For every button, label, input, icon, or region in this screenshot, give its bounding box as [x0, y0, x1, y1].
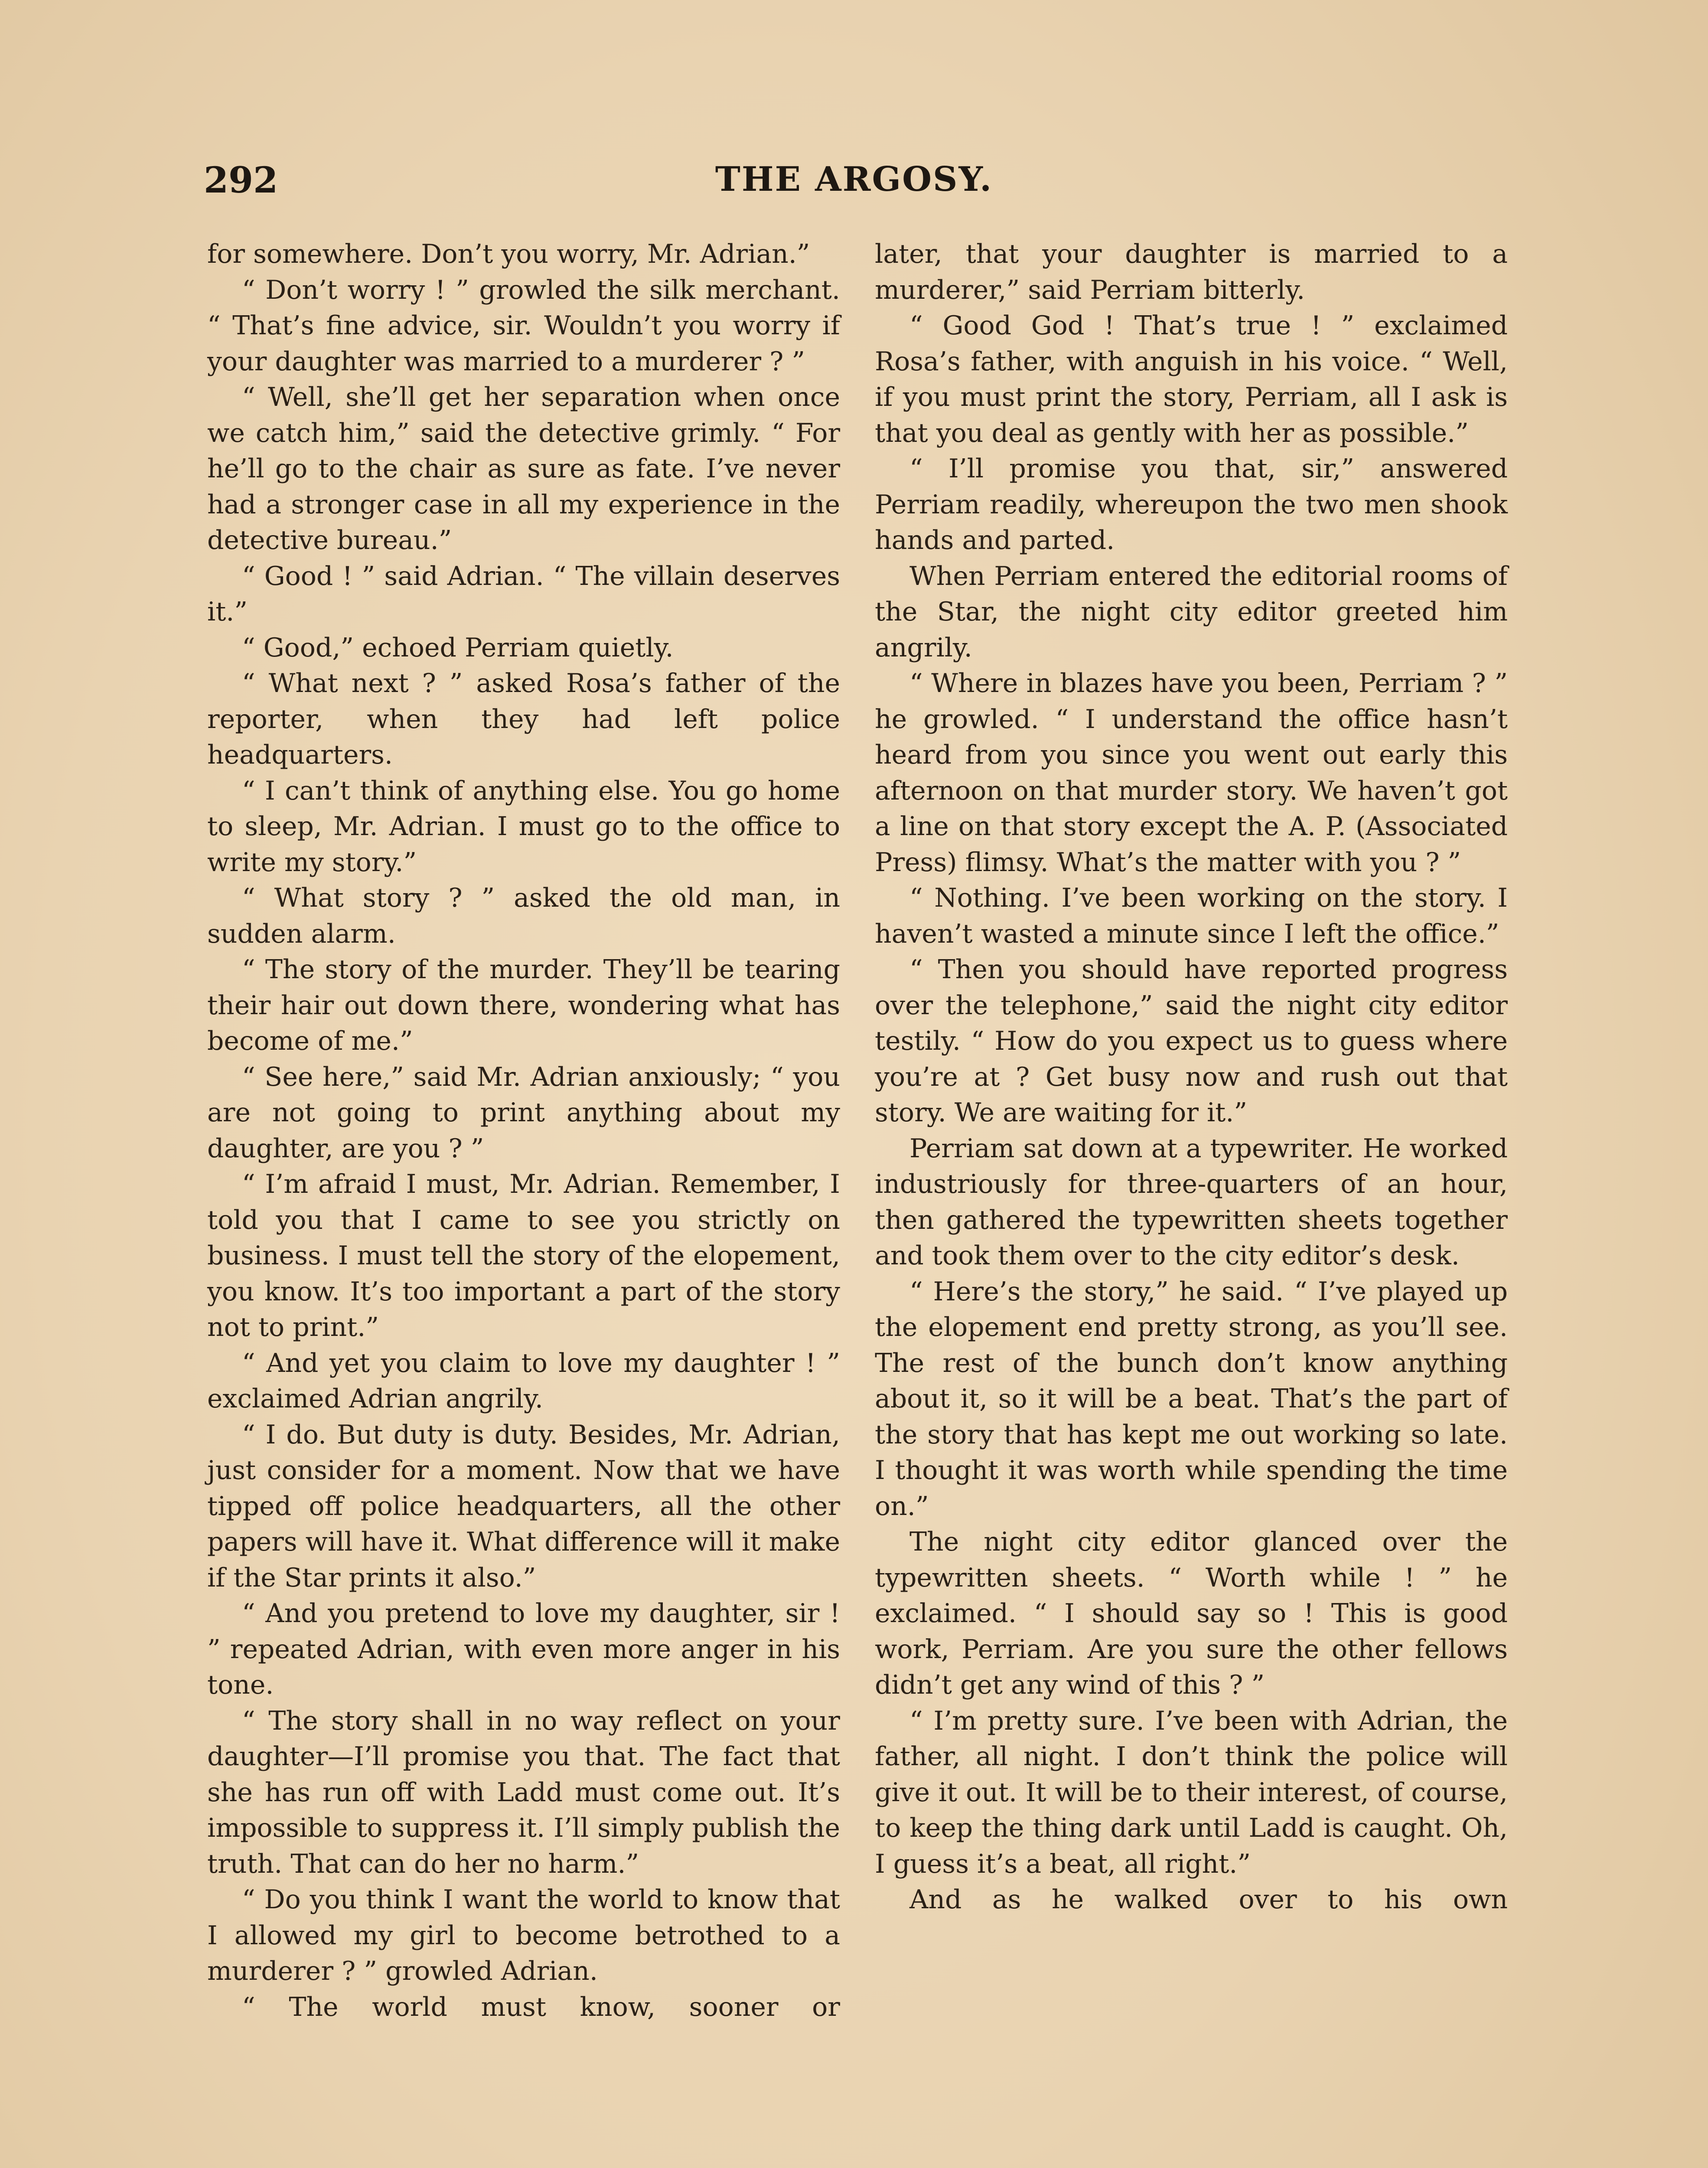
paragraph: And as he walked over to his own	[909, 1884, 1508, 1915]
paragraph: “ Don’t worry ! ” growled the silk merchant. “ That’s fine advice, sir. Wouldn’t you worry if your daughter was married to a murderer ? ”	[207, 274, 840, 377]
paragraph: for somewhere. Don’t you worry, Mr. Adrian.”	[207, 239, 810, 269]
paragraph: “ The story shall in no way reflect on your daughter—I’ll promise you that. The fact that she has run off with Ladd must come out. It’s impossible to suppress it. I’ll simply publish the truth. That can do her no harm.”	[207, 1705, 840, 1879]
paragraph: “ What next ? ” asked Rosa’s father of the reporter, when they had left police headquarters.	[207, 668, 840, 770]
paragraph: “ I can’t think of anything else. You go home to sleep, Mr. Adrian. I must go to the office to write my story.”	[207, 775, 840, 878]
running-title: THE ARGOSY.	[715, 160, 993, 199]
paragraph: “ What story ? ” asked the old man, in sudden alarm.	[207, 883, 840, 949]
paragraph: Perriam sat down at a typewriter. He worked industriously for three-quarters of an hour, then gathered the typewritten sheets together and took them over to the city editor’s desk.	[875, 1133, 1508, 1271]
paragraph: The night city editor glanced over the typewritten sheets. “ Worth while ! ” he exclaimed. “ I should say so ! This is good work, Perriam. Are you sure the other fellows didn’t get any wind of this ? ”	[875, 1527, 1508, 1700]
paragraph: “ Good ! ” said Adrian. “ The villain deserves it.”	[207, 561, 840, 627]
paragraph: “ Nothing. I’ve been working on the story. I haven’t wasted a minute since I left the office.”	[875, 883, 1508, 949]
page-number: 292	[204, 160, 278, 201]
paragraph: “ See here,” said Mr. Adrian anxiously; “ you are not going to print anything about my daughter, are you ? ”	[207, 1061, 840, 1164]
paragraph: later, that your daughter is married to a murderer,” said Perriam bitterly.	[875, 239, 1508, 305]
paragraph: “ The story of the murder. They’ll be tearing their hair out down there, wondering what has become of me.”	[207, 954, 840, 1056]
paragraph: When Perriam entered the editorial rooms of the Star, the night city editor greeted him angrily.	[875, 561, 1508, 663]
paragraph: “ Well, she’ll get her separation when once we catch him,” said the detective grimly. “ For he’ll go to the chair as sure as fate. I’ve never had a stronger case in all my experience in the detective bureau.”	[207, 382, 840, 555]
paragraph: “ Where in blazes have you been, Perriam ? ” he growled. “ I understand the office hasn’t heard from you since you went out early this afternoon on that murder story. We haven’t got a line on that story except the A. P. (Associated Press) flimsy. What’s the matter with you ? ”	[875, 668, 1508, 878]
paragraph: “ And you pretend to love my daughter, sir ! ” repeated Adrian, with even more anger in his tone.	[207, 1598, 840, 1700]
paragraph: “ Good God ! That’s true ! ” exclaimed Rosa’s father, with anguish in his voice. “ Well, if you must print the story, Perriam, all I ask is that you deal as gently with her as possible.”	[875, 310, 1508, 448]
left-column	[207, 236, 840, 2025]
paragraph: “ Good,” echoed Perriam quietly.	[242, 632, 674, 663]
paragraph: “ Then you should have reported progress over the telephone,” said the night city editor testily. “ How do you expect us to guess where you’re at ? Get busy now and rush out that story. We are waiting for it.”	[875, 954, 1508, 1128]
paragraph: “ Here’s the story,” he said. “ I’ve played up the elopement end pretty strong, as you’ll see. The rest of the bunch don’t know anything about it, so it will be a beat. That’s the part of the story that has kept me out working so late. I thought it was worth while spending the time on.”	[875, 1276, 1508, 1522]
paragraph: “ The world must know, sooner or	[242, 1992, 840, 2022]
right-column	[875, 236, 1508, 1918]
paragraph: “ Do you think I want the world to know that I allowed my girl to become betrothed to a murderer ? ” growled Adrian.	[207, 1884, 840, 1986]
paragraph: “ I’ll promise you that, sir,” answered Perriam readily, whereupon the two men shook hands and parted.	[875, 454, 1508, 555]
paragraph: “ I do. But duty is duty. Besides, Mr. Adrian, just consider for a moment. Now that we have tipped off police headquarters, all the other papers will have it. What difference will it make if the Star prints it also.”	[207, 1419, 840, 1593]
paragraph: “ I’m pretty sure. I’ve been with Adrian, the father, all night. I don’t think the police will give it out. It will be to their interest, of course, to keep the thing dark until Ladd is caught. Oh, I guess it’s a beat, all right.”	[875, 1705, 1508, 1879]
paragraph: “ And yet you claim to love my daughter ! ” exclaimed Adrian angrily.	[207, 1348, 840, 1414]
paragraph: “ I’m afraid I must, Mr. Adrian. Remember, I told you that I came to see you strictly on business. I must tell the story of the elopement, you know. It’s too important a part of the story not to print.”	[207, 1169, 840, 1342]
